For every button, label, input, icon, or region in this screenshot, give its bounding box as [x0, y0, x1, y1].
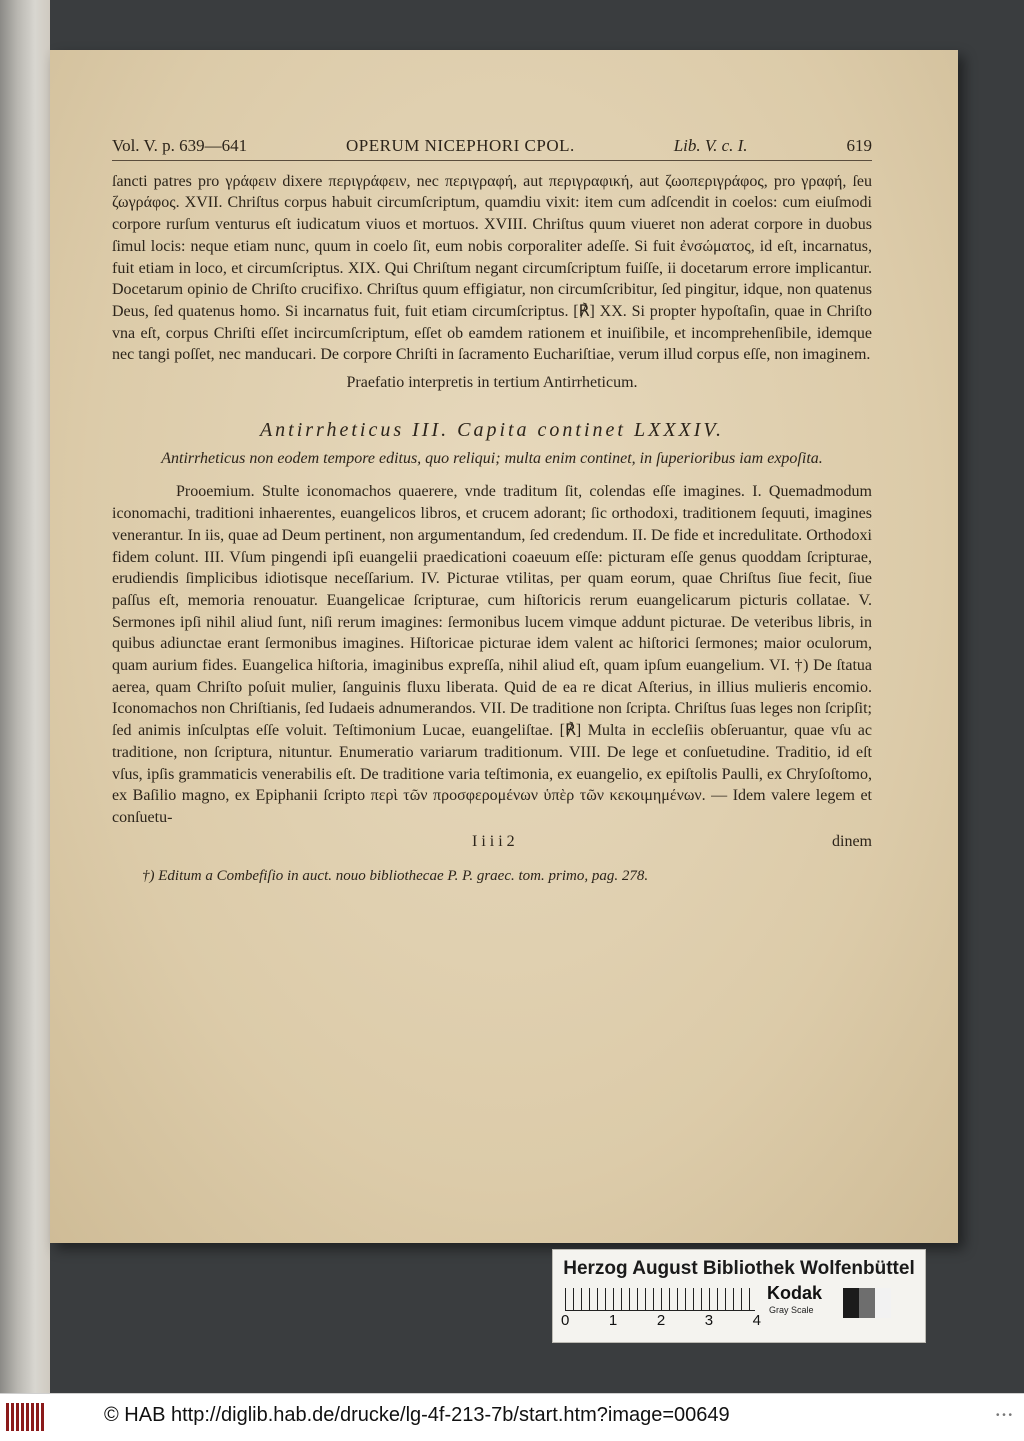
body-paragraph-2: Prooemium. Stulte iconomachos quaerere, vnde traditum ſit, colendas eſſe imagines. I. Quemadmodum iconomachi, traditioni inhaerentes, euangelicos libros, et crucem adorant; ſic orthodoxi, traditionem ſequuti, imagines venerantur. In iis, quae ad Deum pertinent, non argumentandum, ſed credendum. II. De fide et incredulitate. Orthodoxi fidem colunt. III. Vſum pingendi ipſi euangelii praedicationi coaeuum eſſe: picturam eſſe genus quoddam ſcripturae, erudiendis ſimplicibus idiotisque neceſſarium. IV. Picturae vtilitas, per quam eorum, quae Chriſtus ſiue fecit, ſiue paſſus eſt, memoria renouatur. Euangelicae ſcripturae, cum hiſtoricis rerum euangelicarum picturis collatae. V. Sermones ipſi nihil aliud ſunt, niſi rerum imagines: ſermonibus lucem vimque addunt picturae. De veteribus libris, in quibus adiunctae erant ſermonibus imagines. Hiſtoricae picturae idem valent ac hiſtorici ſermones; maior oculorum, quam aurium fides. Euangelica hiſtoria, imaginibus expreſſa, nihil aliud eſt, quam ipſum euangelium. VI. †) De ſtatua aerea, quam Chriſto poſuit mulier, ſanguinis fluxu liberata. Quid de ea re dicat Aſterius, in illius mulieris encomio. Iconomachos non Chriſtianis, ſed Iudaeis adnumerandos. VII. De traditione non ſcripta. Chriſtus ſuas leges non ſcripſit; ſed animis inſculptas eſſe voluit. Teſtimonium Lucae, euangeliſtae. [℟] Multa in eccleſiis obſeruantur, quae vſu ac traditione, non ſcriptura, nituntur. Enumeratio variarum traditionum. VIII. De lege et conſuetudine. Traditio, id eſt vſus, ipſis grammaticis venerabilis eſt. De traditione varia teſtimonia, ex euangelio, ex epiſtolis Paulli, ex Chryſoſtomo, ex Baſilio magno, ex Epiphanii ſcripto περὶ τῶν προσφερομένων ὑπὲρ τῶν κεκοιμημένων. — Idem valere legem et conſuetu- [112, 483, 872, 826]
signature-mark: I i i i 2 [472, 832, 515, 850]
footer-url-text[interactable]: © HAB http://diglib.hab.de/drucke/lg-4f-213-7b/start.htm?image=00649 [104, 1404, 730, 1426]
running-head-title: OPERUM NICEPHORI CPOL. [346, 136, 575, 155]
catchword: dinem [832, 832, 872, 850]
adjacent-page-edge [0, 0, 50, 1393]
gray-scale-label: Gray Scale [769, 1305, 814, 1315]
section-heading: Antirrheticus III. Capita continet LXXXIV. [259, 418, 725, 441]
preface-line: Praefatio interpretis in tertium Antirrheticum. [346, 374, 638, 392]
footer-bar [0, 1393, 1024, 1441]
ruler-number: 3 [704, 1312, 714, 1329]
ruler-number: 4 [752, 1312, 761, 1329]
gray-swatch-dark [843, 1288, 859, 1318]
page-number: 619 [846, 136, 872, 155]
footnote: †) Editum a Combefiſio in auct. nouo bibliothecae P. P. graec. tom. primo, pag. 278. [142, 868, 649, 885]
gray-swatch-light [875, 1288, 891, 1318]
book-page [50, 50, 958, 1243]
body-paragraph-1: ſancti patres pro γράφειν dixere περιγράφειν, nec περιγραφή, aut περιγραφική, aut ζωοπεριγράφος, pro γραφή, ſeu ζωγράφος. XVII. Chriſtus corpus habuit circumſcriptum, quamdiu vixit: item cum adſcendit in coelos: cum eiuſmodi corpore rurſum venturus eſt iudicatum viuos et mortuos. XVIII. Chriſtus quum viueret non aderat corpore in duobus ſimul locis: neque etiam nunc, quum in coelo ſit, eum nobis corporaliter adeſſe. Si fuit ἐνσώματος, id eſt, incarnatus, fuit etiam in loco, et circumſcriptus. XIX. Qui Chriſtum negant circumſcriptum fuiſſe, ii docetarum errore implicantur. Docetarum opinio de Chriſto crucifixo. Chriſtus quum effigiatur, non circumſcribitur, ſed pingitur, idque, non quatenus Deus, ſed quatenus homo. Si incarnatus fuit, fuit etiam circumſcriptus. [℟] XX. Si propter hypoſtaſin, quae in Chriſto vna eſt, corpus Chriſti eſſet incircumſcriptum, eſſet ob eamdem rationem et inuiſibile, et incomprehenſibile, idemque nec tangi poſſet, nec manducari. De corpore Chriſti in ſacramento Euchariſtiae, verum illud corpus eſſe, non imaginem. [112, 172, 872, 364]
ruler-number: 2 [656, 1312, 666, 1329]
running-head [112, 135, 872, 161]
signature-line [112, 831, 872, 853]
scale-ruler [565, 1288, 755, 1311]
footer-dots: • • • [995, 1410, 1012, 1421]
gray-swatch-mid [859, 1288, 875, 1318]
gray-swatch [843, 1288, 891, 1318]
ruler-numbers [561, 1312, 761, 1329]
kodak-label: Kodak [767, 1283, 823, 1303]
running-head-volume: Vol. V. p. 639—641 [112, 136, 248, 155]
running-head-book: Lib. V. c. I. [673, 136, 748, 155]
hab-logo-icon [6, 1403, 46, 1431]
ruler-number: 1 [608, 1312, 618, 1329]
ruler-number: 0 [561, 1312, 570, 1329]
library-color-card [552, 1249, 926, 1343]
section-subheading: Antirrheticus non eodem tempore editus, quo reliqui; multa enim continet, in ſuperioribus iam expoſita. [161, 450, 823, 468]
library-name: Herzog August Bibliothek Wolfenbüttel [563, 1258, 915, 1279]
page-text-block [112, 135, 872, 888]
